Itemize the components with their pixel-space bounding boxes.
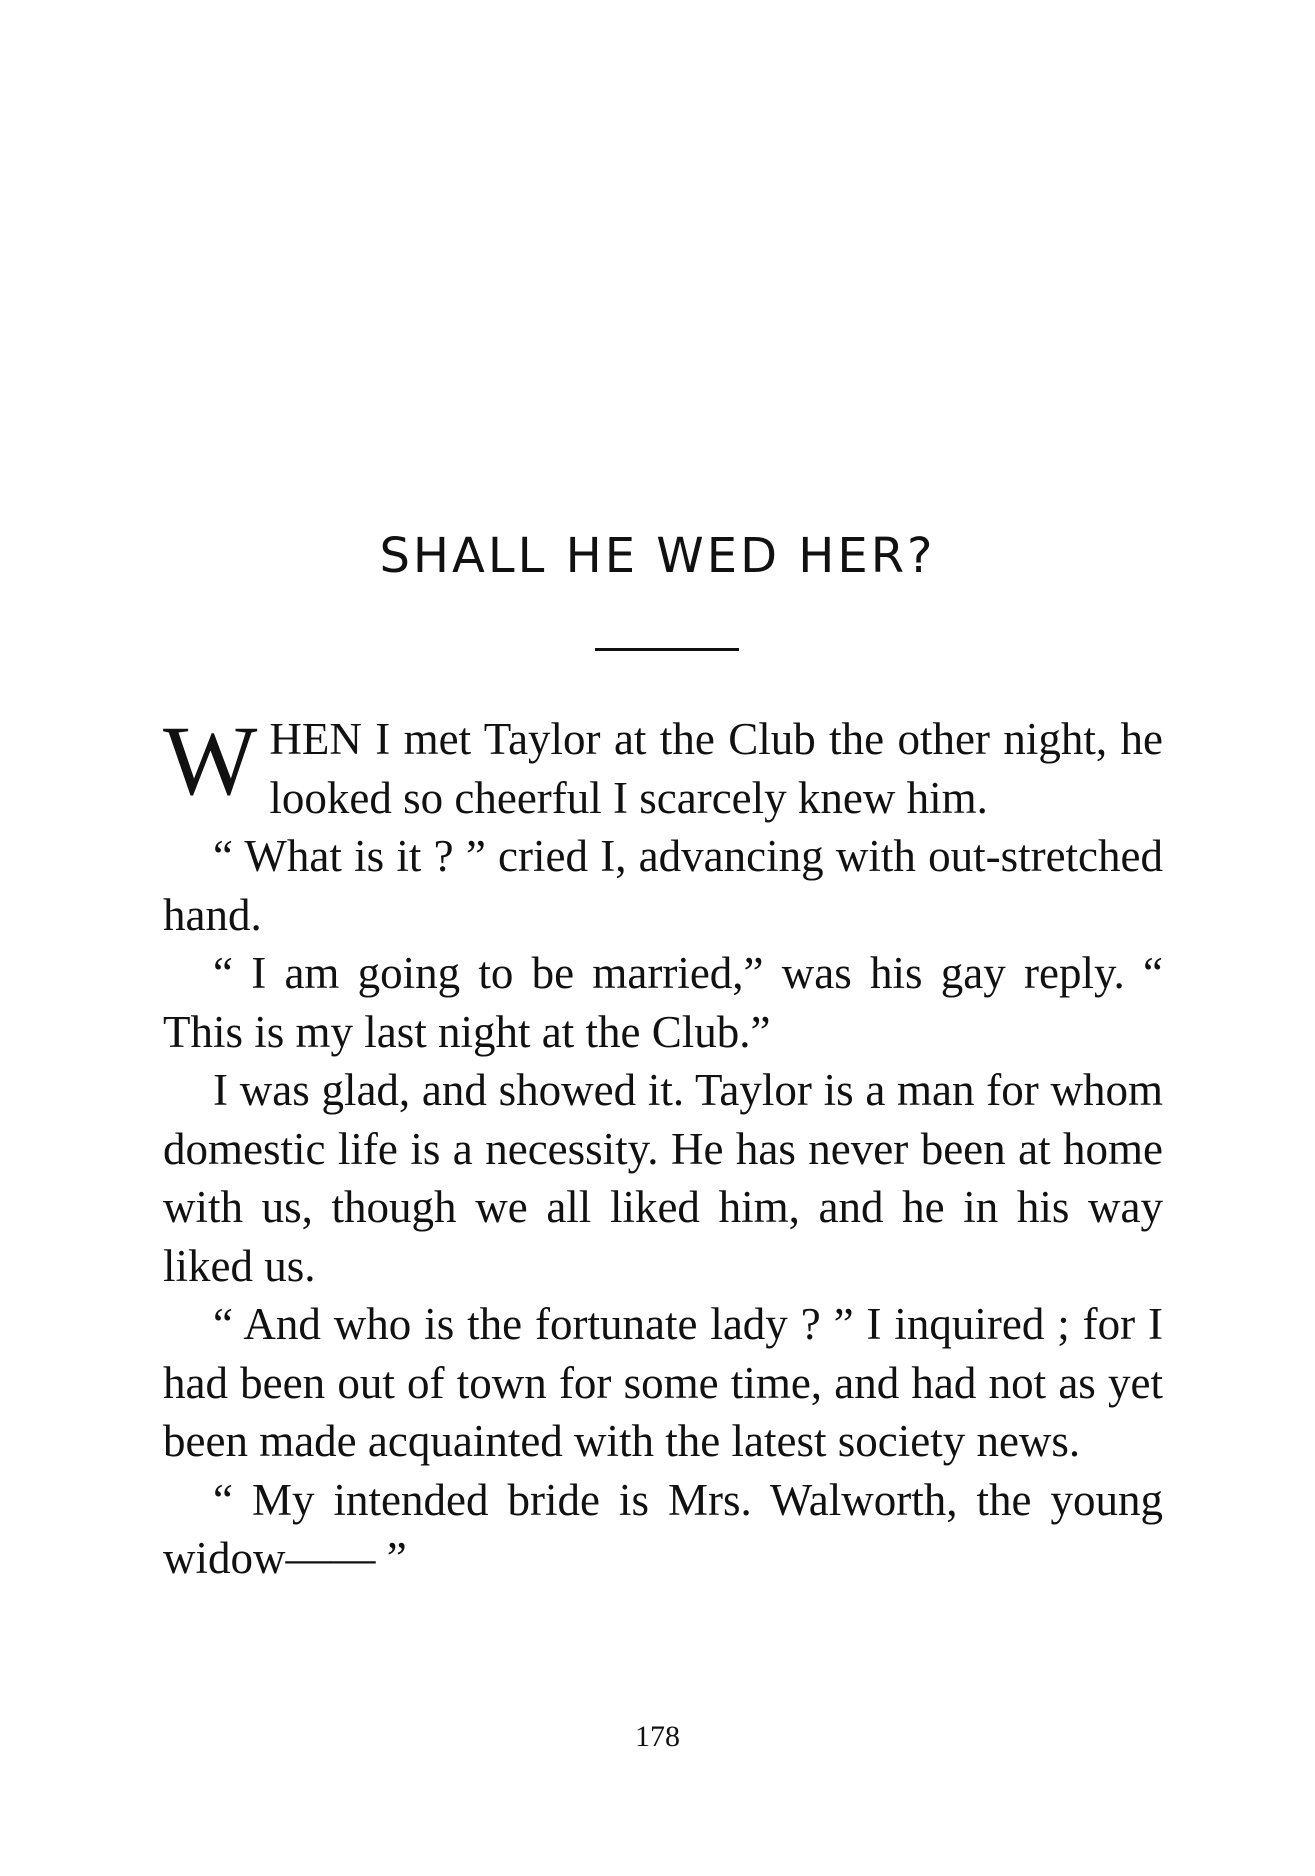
drop-cap: W <box>163 705 258 816</box>
paragraph-5: “ And who is the fortunate lady ? ” I inquired ; for I had been out of town for some time, and had not as yet been made acquainted with the latest society news. <box>163 1299 1163 1466</box>
paragraph-6: “ My intended bride is Mrs. Walworth, the young widow—— ” <box>163 1474 1163 1583</box>
page-number: 178 <box>635 1720 680 1753</box>
paragraph-2: “ What is it ? ” cried I, advancing with out-stretched hand. <box>163 831 1163 940</box>
body-text <box>163 705 1163 1588</box>
paragraph-3: “ I am going to be married,” was his gay reply. “ This is my last night at the Club.” <box>163 948 1163 1057</box>
title-rule <box>595 648 739 651</box>
story-title: SHALL HE WED HER? <box>379 528 936 584</box>
paragraph-1 <box>163 705 1163 827</box>
paragraph-4: I was glad, and showed it. Taylor is a man for whom domestic life is a necessity. He has never been at home with us, though we all liked him, and he in his way liked us. <box>163 1065 1163 1291</box>
paragraph-1-text: HEN I met Taylor at the Club the other night, he looked so cheerful I scarcely knew him. <box>269 714 1163 823</box>
